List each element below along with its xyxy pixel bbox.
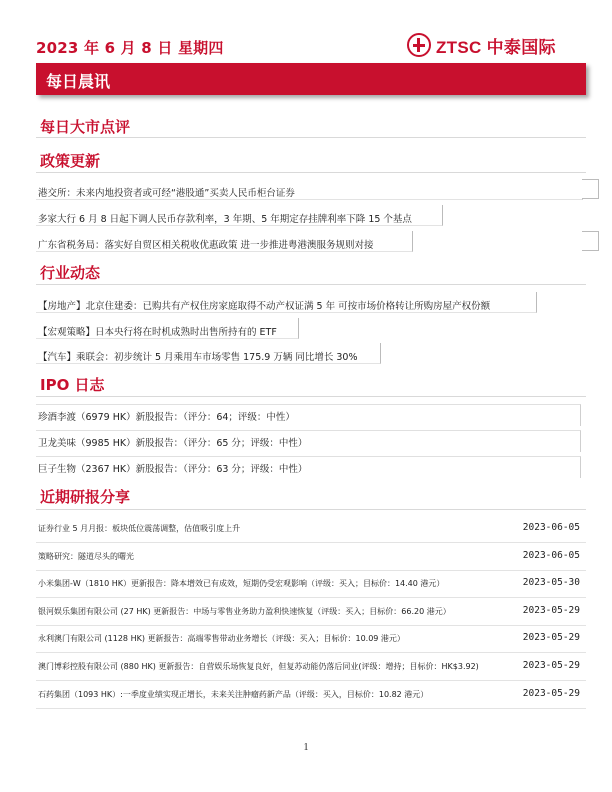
report-title: 每日晨讯 bbox=[46, 72, 111, 91]
news-item[interactable]: 【宏观策略】日本央行将在时机成熟时出售所持有的 ETF bbox=[38, 327, 277, 338]
research-date: 2023-05-29 bbox=[522, 660, 580, 671]
item-scroll-handle[interactable] bbox=[582, 231, 599, 251]
logo-text: ZTSC 中泰国际 bbox=[436, 37, 556, 57]
research-row[interactable] bbox=[36, 597, 586, 626]
research-date: 2023-05-30 bbox=[522, 577, 580, 588]
research-row[interactable] bbox=[36, 652, 586, 681]
research-title: 策略研究：隧道尽头的曙光 bbox=[38, 552, 134, 561]
research-row[interactable] bbox=[36, 624, 586, 653]
research-title: 小米集团-W（1810 HK）更新报告：降本增效已有成效，短期仍受宏观影响（评级：买入；目标价：14.40 港元） bbox=[38, 579, 445, 588]
research-date: 2023-05-29 bbox=[522, 605, 580, 616]
section-divider bbox=[36, 396, 586, 397]
research-date: 2023-05-29 bbox=[522, 688, 580, 699]
company-logo bbox=[407, 31, 556, 59]
page-number: 1 bbox=[303, 742, 309, 753]
research-row[interactable] bbox=[36, 542, 586, 571]
research-title: 银河娱乐集团有限公司 (27 HK) 更新报告：中场与零售业务助力盈利快速恢复（评级：买入；目标价：66.20 港元） bbox=[38, 607, 451, 616]
ipo-report-title: 卫龙美味（9985 HK）新股报告：（评分：65 分；评级：中性） bbox=[38, 438, 308, 449]
section-divider bbox=[36, 137, 586, 138]
ipo-row[interactable] bbox=[36, 404, 581, 426]
news-item[interactable]: 【房地产】北京住建委：已购共有产权住房家庭取得不动产权证满 5 年 可按市场价格转让所购房屋产权份额 bbox=[38, 301, 491, 312]
news-item[interactable]: 【汽车】乘联会：初步统计 5 月乘用车市场零售 175.9 万辆 同比增长 30% bbox=[38, 352, 358, 363]
research-title: 石药集团（1093 HK）:一季度业绩实现正增长，未来关注肿瘤药新产品（评级：买入，目标价：10.82 港元） bbox=[38, 690, 429, 699]
section-title-ipo: IPO 日志 bbox=[40, 376, 105, 394]
research-date: 2023-06-05 bbox=[522, 522, 580, 533]
logo-emblem-icon bbox=[407, 33, 431, 57]
section-title-market: 每日大市点评 bbox=[40, 118, 131, 136]
section-title-policy: 政策更新 bbox=[40, 152, 101, 170]
research-title: 澳门博彩控股有限公司 (880 HK) 更新报告：自营娱乐场恢复良好，但复苏动能仍落后同业(评级：增持；目标价：HK$3.92) bbox=[38, 662, 479, 671]
research-date: 2023-05-29 bbox=[522, 632, 580, 643]
research-title: 永利澳门有限公司 (1128 HK) 更新报告：高端零售带动业务增长（评级：买入；目标价：10.09 港元） bbox=[38, 634, 405, 643]
report-date: 2023 年 6 月 8 日 星期四 bbox=[36, 39, 224, 57]
section-divider bbox=[36, 284, 586, 285]
ipo-report-title: 巨子生物（2367 HK）新股报告：（评分：63 分；评级：中性） bbox=[38, 464, 308, 475]
research-row[interactable] bbox=[36, 569, 586, 598]
section-title-industry: 行业动态 bbox=[40, 264, 101, 282]
news-item[interactable]: 港交所：未来内地投资者或可经“港股通”买卖人民币柜台证券 bbox=[38, 188, 295, 199]
research-date: 2023-06-05 bbox=[522, 550, 580, 561]
ipo-row[interactable] bbox=[36, 430, 581, 452]
research-row[interactable] bbox=[36, 680, 586, 709]
item-scroll-handle[interactable] bbox=[582, 179, 599, 199]
ipo-report-title: 珍酒李渡（6979 HK）新股报告：（评分：64；评级：中性） bbox=[38, 412, 295, 423]
news-item[interactable]: 广东省税务局：落实好自贸区相关税收优惠政策 进一步推进粤港澳服务规则对接 bbox=[38, 240, 374, 251]
ipo-row[interactable] bbox=[36, 456, 581, 478]
research-title: 证券行业 5 月月报：板块低位震荡调整，估值吸引度上升 bbox=[38, 524, 241, 533]
report-banner bbox=[36, 63, 586, 95]
section-title-research: 近期研报分享 bbox=[40, 488, 131, 506]
section-divider bbox=[36, 172, 586, 173]
news-item[interactable]: 多家大行 6 月 8 日起下调人民币存款利率，3 年期、5 年期定存挂牌利率下降 15 个基点 bbox=[38, 214, 412, 225]
research-row[interactable] bbox=[36, 514, 586, 543]
section-divider bbox=[36, 509, 586, 510]
